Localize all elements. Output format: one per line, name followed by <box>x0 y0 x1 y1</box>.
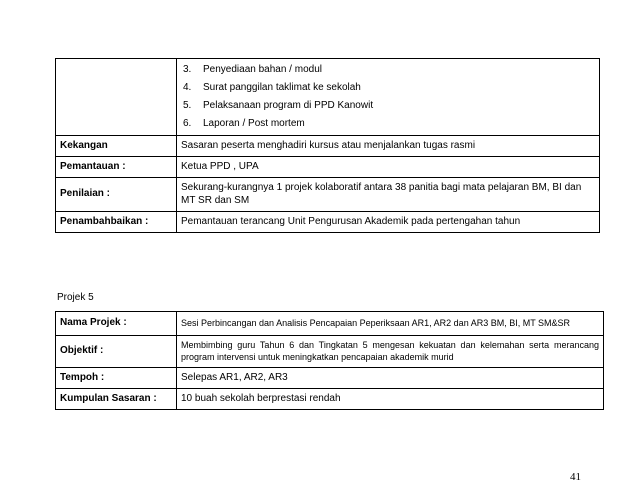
penilaian-label: Penilaian : <box>56 178 177 212</box>
list-item: 6. Laporan / Post mortem <box>183 118 305 129</box>
table-row <box>56 136 600 157</box>
kumpulan-sasaran-value: 10 buah sekolah berprestasi rendah <box>177 389 604 410</box>
nama-projek-value: Sesi Perbincangan dan Analisis Pencapaian Peperiksaan AR1, AR2 dan AR3 BM, BI, MT SM&SR <box>177 312 604 336</box>
table-row <box>56 178 600 212</box>
kekangan-value: Sasaran peserta menghadiri kursus atau menjalankan tugas rasmi <box>177 136 600 157</box>
pemantauan-value: Ketua PPD , UPA <box>177 157 600 178</box>
objektif-value: Membimbing guru Tahun 6 dan Tingkatan 5 mengesan kekuatan dan kelemahan serta merancang program intervensi untuk meningkatkan pencapaian akademik murid <box>177 336 604 368</box>
penambahbaikan-label: Penambahbaikan : <box>56 212 177 233</box>
page-number: 41 <box>570 471 581 483</box>
steps-label-cell <box>56 59 177 136</box>
tempoh-label: Tempoh : <box>56 368 177 389</box>
project-heading: Projek 5 <box>57 292 94 303</box>
steps-row <box>56 59 600 136</box>
objektif-label: Objektif : <box>56 336 177 368</box>
penambahbaikan-value: Pemantauan terancang Unit Pengurusan Akademik pada pertengahan tahun <box>177 212 600 233</box>
table-row <box>56 157 600 178</box>
pemantauan-label: Pemantauan : <box>56 157 177 178</box>
steps-list <box>181 61 595 133</box>
steps-cell <box>177 59 600 136</box>
table-row <box>56 368 604 389</box>
project-details-table <box>55 58 600 233</box>
list-item: 4. Surat panggilan taklimat ke sekolah <box>183 82 361 93</box>
tempoh-value: Selepas AR1, AR2, AR3 <box>177 368 604 389</box>
table-row <box>56 336 604 368</box>
table-row <box>56 389 604 410</box>
penilaian-value: Sekurang-kurangnya 1 projek kolaboratif antara 38 panitia bagi mata pelajaran BM, BI dan MT SR dan SM <box>177 178 600 212</box>
table-row <box>56 312 604 336</box>
kekangan-label: Kekangan <box>56 136 177 157</box>
list-item: 3. Penyediaan bahan / modul <box>183 64 322 75</box>
table-row <box>56 212 600 233</box>
project-5-table <box>55 311 604 410</box>
kumpulan-sasaran-label: Kumpulan Sasaran : <box>56 389 177 410</box>
nama-projek-label: Nama Projek : <box>56 312 177 336</box>
list-item: 5. Pelaksanaan program di PPD Kanowit <box>183 100 374 111</box>
